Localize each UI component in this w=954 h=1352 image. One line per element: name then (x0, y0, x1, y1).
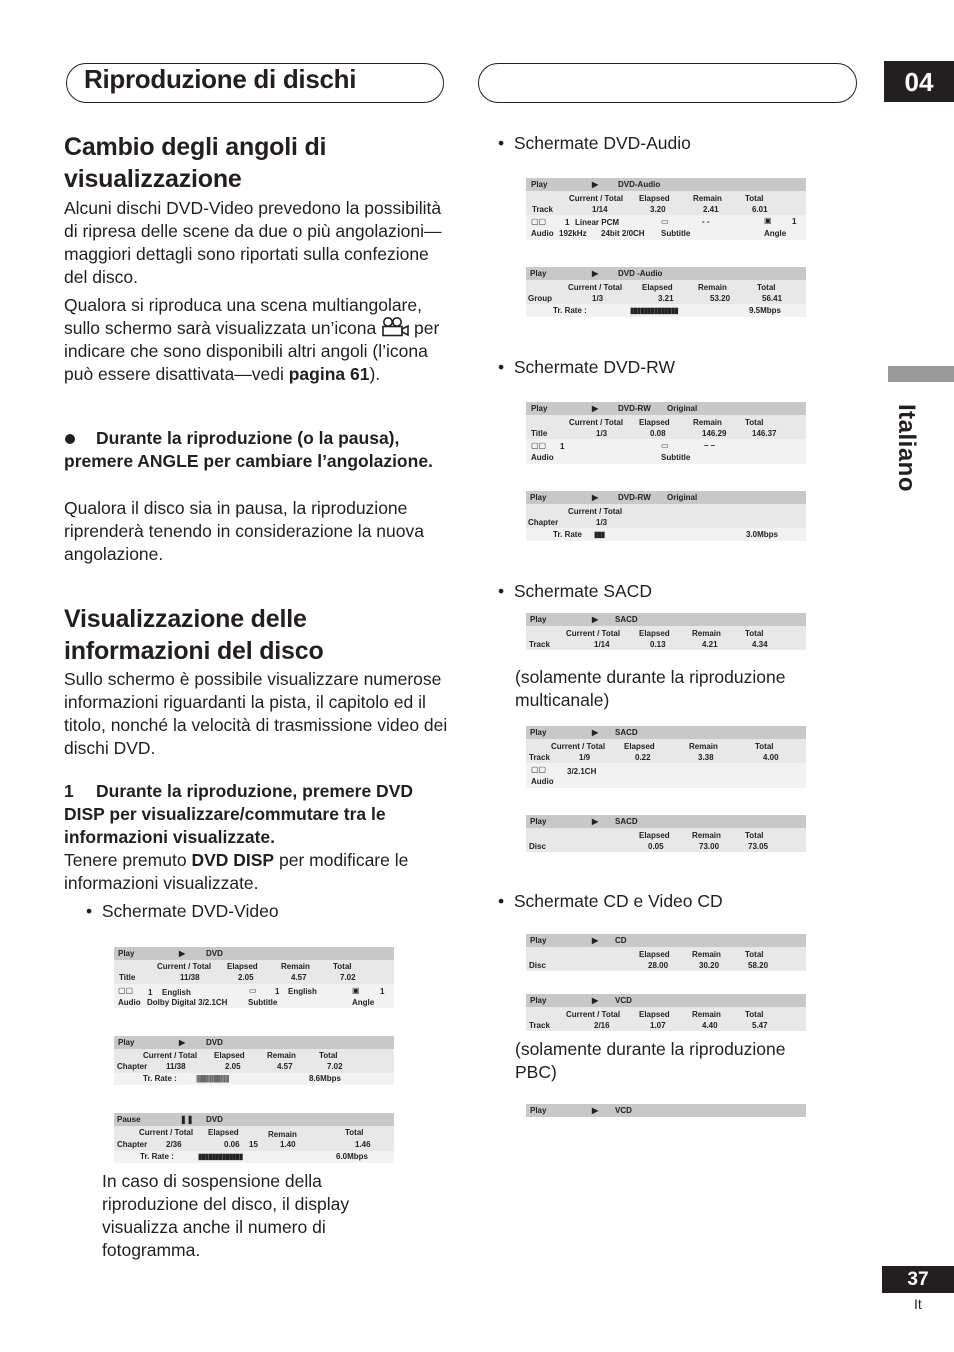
bullet-dvd-video-screens: • Schermate DVD-Video (86, 901, 279, 921)
paragraph-pause-frame: In caso di sospensione della riproduzione del disco, il display visualizza anche il numero di fotogramma. (102, 1171, 350, 1260)
paragraph-angles-intro: Alcuni dischi DVD-Video prevedono la possibilità di ripresa delle scene da due o più angolazioni—maggiori dettagli sono riportati sulla confezione del disco. (64, 198, 442, 287)
bitrate-meter: ▮▮▮▮▮▮▮▮▮▮▮▮▮▮ (630, 306, 678, 315)
audio-icon: ▢▢ (531, 441, 547, 450)
bullet-dvd-rw-screens: • Schermate DVD-RW (498, 357, 675, 377)
osd-sacd-track: Play ▶ SACD Current / Total Elapsed Remain Total Track 1/14 0.13 4.21 4.34 (526, 613, 806, 650)
step-number: 1 (64, 781, 74, 801)
step-angle-change: Durante la riproduzione (o la pausa), premere ANGLE per cambiare l’angolazione. (64, 428, 433, 471)
bullet-cd-vcd-screens: • Schermate CD e Video CD (498, 891, 723, 911)
page-locale: It (914, 1296, 922, 1312)
paragraph-multiangle: Qualora si riproduca una scena multiangolare, sullo schermo sarà visualizzata un’icona per indicare che sono disponibili altri angoli (l’icona può essere disattivata—vedi pagina 61). (64, 295, 440, 384)
paragraph-disc-info: Sullo schermo è possibile visualizzare numerose informazioni riguardanti la pista, il capitolo ed il titolo, nonché la velocità di trasmissione video dei dischi DVD. (64, 669, 448, 758)
osd-cd-disc: Play ▶ CD Elapsed Remain Total Disc 28.00 30.20 58.20 (526, 934, 806, 971)
osd-vcd-track: Play ▶ VCD Current / Total Elapsed Remain Total Track 2/16 1.07 4.40 5.47 (526, 994, 806, 1031)
paragraph-dvd-disp-hold: Tenere premuto DVD DISP per modificare le informazioni visualizzate. (64, 850, 409, 893)
language-tab: Italiano (893, 403, 920, 492)
subtitle-icon: ▭ (661, 441, 669, 450)
bitrate-meter: ▮▮▮ (594, 530, 605, 539)
osd-sacd-disc: Play ▶ SACD Elapsed Remain Total Disc 0.05 73.00 73.05 (526, 815, 806, 852)
subtitle-icon: ▭ (249, 986, 257, 995)
audio-icon: ▢▢ (531, 765, 547, 774)
bitrate-meter: |||||||||||||||||||||||||||||| (196, 1074, 229, 1083)
section-title: Riproduzione di dischi (84, 64, 357, 94)
osd-dvd-rw-chapter: Play ▶ DVD-RW Original Current / Total Chapter 1/3 Tr. Rate ▮▮▮ 3.0Mbps (526, 491, 806, 541)
osd-sacd-multichannel: Play ▶ SACD Current / Total Elapsed Remain Total Track 1/9 0.22 3.38 4.00 ▢▢ 3/2.1CH Audio (526, 726, 806, 788)
heading-disc-info: Visualizzazione delle informazioni del disco (64, 605, 324, 665)
note-pbc: (solamente durante la riproduzione PBC) (515, 1039, 786, 1082)
bullet-dvd-audio-screens: • Schermate DVD-Audio (498, 133, 691, 153)
angle-icon: ▣ (352, 986, 360, 995)
paragraph-angle-pause: Qualora il disco sia in pausa, la riproduzione riprenderà tenendo in considerazione la nuova angolazione. (64, 498, 424, 564)
page-reference-link[interactable]: pagina 61 (288, 364, 370, 384)
osd-dvd-audio-group: Play ▶ DVD -Audio Current / Total Elapsed Remain Total Group 1/3 3.21 53.20 56.41 Tr. Rate : ▮▮▮▮▮▮▮▮▮▮▮▮▮▮ 9.5Mbps (526, 267, 806, 317)
osd-dvd-video-pause: Pause ❚❚ DVD Current / Total Elapsed Remain Total Chapter 2/36 0.06 15 1.40 1.46 Tr. Rate : ▮▮▮▮▮▮▮▮▮▮▮▮▮ 6.0Mbps (114, 1113, 394, 1163)
chapter-number: 04 (884, 61, 954, 102)
step-dvd-disp: Durante la riproduzione, premere DVD DISP per visualizzare/commutare tra le informazioni visualizzate. (64, 781, 414, 847)
osd-dvd-video-chapter: Play ▶ DVD Current / Total Elapsed Remain Total Chapter 11/38 2.05 4.57 7.02 Tr. Rate : |||||||||||||||||||||||||||||| 8.6Mbps (114, 1036, 394, 1085)
angle-icon: ▣ (764, 216, 772, 225)
page-number: 37 (882, 1266, 954, 1293)
osd-dvd-video-title: Play ▶ DVD Current / Total Elapsed Remain Total Title 11/38 2.05 4.57 7.02 ▢▢ 1 English Audio Dolby Digital 3/2.1CH ▭ 1 English Subtitle ▣ 1 Angle (114, 947, 394, 1008)
bitrate-meter: ▮▮▮▮▮▮▮▮▮▮▮▮▮ (198, 1152, 243, 1161)
header-blank-frame (478, 63, 857, 103)
osd-dvd-rw-title: Play ▶ DVD-RW Original Current / Total Elapsed Remain Total Title 1/3 0.08 146.29 146.37 ▢▢ 1 Audio ▭ – – Subtitle (526, 402, 806, 464)
heading-angles: Cambio degli angoli di visualizzazione (64, 133, 327, 193)
language-tab-bar (888, 366, 954, 382)
audio-icon: ▢▢ (118, 986, 134, 995)
note-multichannel: (solamente durante la riproduzione multicanale) (515, 667, 786, 710)
subtitle-icon: ▭ (661, 217, 669, 226)
angle-camera-icon (381, 317, 409, 337)
osd-vcd-pbc: Play ▶ VCD (526, 1104, 806, 1118)
bullet-sacd-screens: • Schermate SACD (498, 581, 652, 601)
audio-icon: ▢▢ (531, 217, 547, 226)
osd-dvd-audio-track: Play ▶ DVD-Audio Current / Total Elapsed Remain Total Track 1/14 3.20 2.41 6.01 ▢▢ 1 Linear PCM Audio 192kHz 24bit 2/0CH ▭ - - Subtitle ▣ 1 Angle (526, 178, 806, 240)
